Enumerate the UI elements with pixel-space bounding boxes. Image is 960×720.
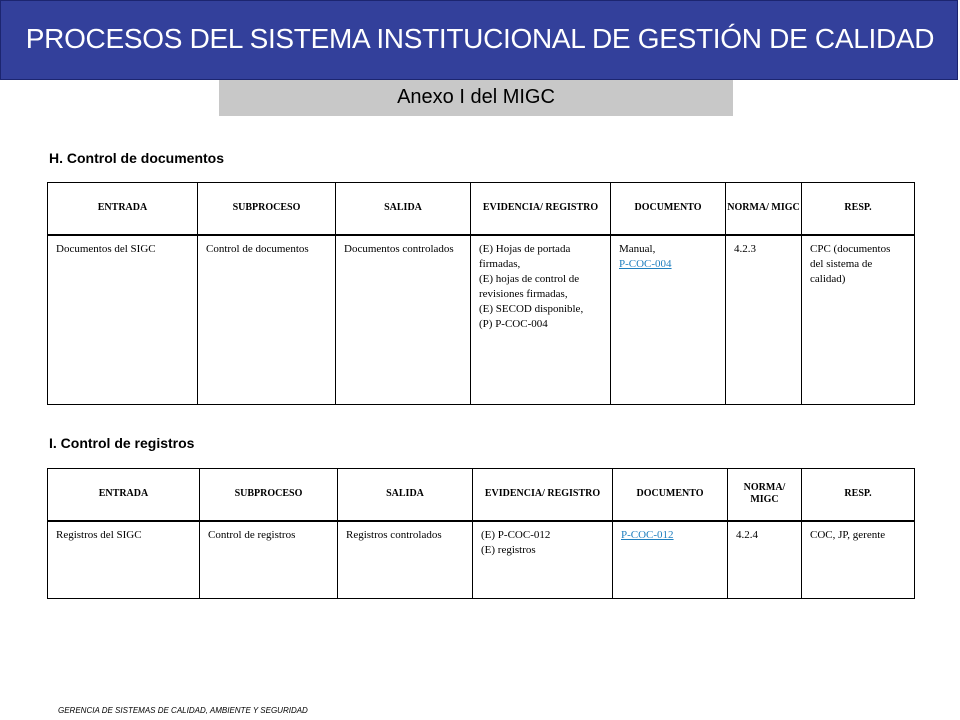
table-row: [48, 521, 915, 599]
table-control-documentos: [47, 182, 915, 405]
col-header-entrada: ENTRADA: [48, 183, 198, 235]
col-header-evidencia: EVIDENCIA/ REGISTRO: [471, 183, 611, 235]
evidencia-line: (E) Hojas de portada firmadas,: [479, 242, 571, 270]
evidencia-line: (E) P-COC-012: [481, 528, 551, 541]
footer-text: GERENCIA DE SISTEMAS DE CALIDAD, AMBIENTE Y SEGURIDAD: [58, 706, 308, 715]
col-header-evidencia: EVIDENCIA/ REGISTRO: [473, 469, 613, 521]
table-row: [48, 235, 915, 405]
cell-subproceso: Control de documentos: [198, 235, 336, 405]
cell-entrada: Documentos del SIGC: [48, 235, 198, 405]
cell-norma: 4.2.4: [728, 521, 802, 599]
document-link-p-coc-012[interactable]: P-COC-012: [621, 528, 674, 541]
col-header-subproceso: SUBPROCESO: [198, 183, 336, 235]
cell-salida: Documentos controlados: [336, 235, 471, 405]
col-header-subproceso: SUBPROCESO: [200, 469, 338, 521]
page-subtitle: Anexo I del MIGC: [397, 86, 555, 108]
cell-documento: [613, 521, 728, 599]
cell-resp: COC, JP, gerente: [802, 521, 915, 599]
cell-subproceso: Control de registros: [200, 521, 338, 599]
col-header-documento: DOCUMENTO: [611, 183, 726, 235]
page-title: PROCESOS DEL SISTEMA INSTITUCIONAL DE GESTIÓN DE CALIDAD: [25, 23, 935, 54]
section-title-control-documentos: H. Control de documentos: [49, 150, 224, 166]
col-header-resp: RESP.: [802, 469, 915, 521]
col-header-norma: NORMA/ MIGC: [726, 183, 802, 235]
documento-text: Manual,: [619, 242, 656, 255]
cell-documento: [611, 235, 726, 405]
table-header-row: [48, 469, 915, 521]
cell-entrada: Registros del SIGC: [48, 521, 200, 599]
subtitle-band: [219, 80, 733, 116]
evidencia-line: (E) hojas de control de revisiones firmadas,: [479, 272, 580, 300]
cell-resp: CPC (documentos del sistema de calidad): [802, 235, 915, 405]
cell-evidencia: [471, 235, 611, 405]
col-header-salida: SALIDA: [338, 469, 473, 521]
document-link-p-coc-004[interactable]: P-COC-004: [619, 257, 672, 270]
table-header-row: [48, 183, 915, 235]
evidencia-line: (E) registros: [481, 543, 536, 556]
col-header-entrada: ENTRADA: [48, 469, 200, 521]
col-header-resp: RESP.: [802, 183, 915, 235]
col-header-norma: NORMA/ MIGC: [728, 469, 802, 521]
cell-salida: Registros controlados: [338, 521, 473, 599]
table-control-registros: [47, 468, 915, 599]
col-header-salida: SALIDA: [336, 183, 471, 235]
col-header-documento: DOCUMENTO: [613, 469, 728, 521]
section-title-control-registros: I. Control de registros: [49, 435, 195, 451]
cell-norma: 4.2.3: [726, 235, 802, 405]
evidencia-line: (E) SECOD disponible,: [479, 302, 584, 315]
cell-evidencia: [473, 521, 613, 599]
evidencia-line: (P) P-COC-004: [479, 317, 548, 330]
header-banner: [0, 0, 958, 80]
